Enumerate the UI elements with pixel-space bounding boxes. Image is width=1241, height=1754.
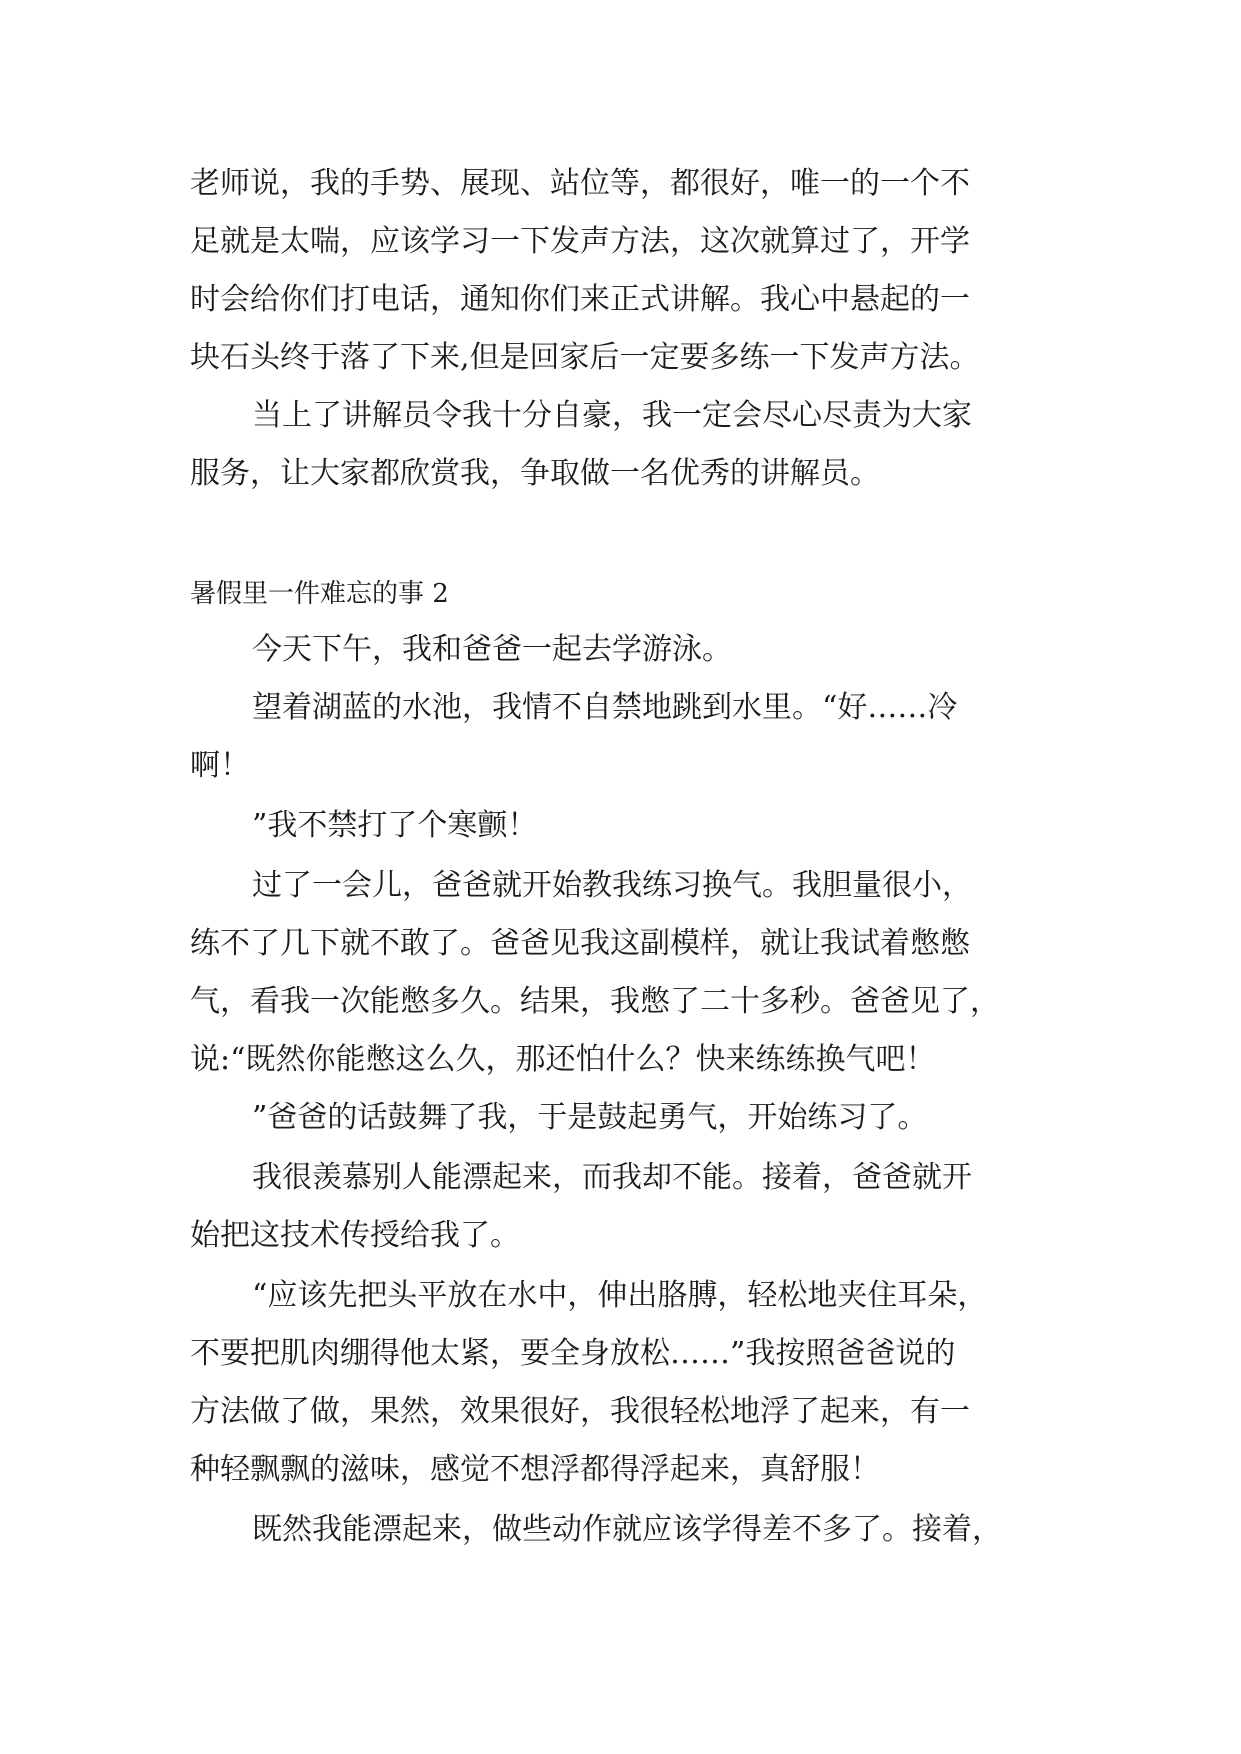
text-line: 始把这技术传授给我了。 [190, 1218, 520, 1253]
text-line: 既然我能漂起来，做些动作就应该学得差不多了。接着， [252, 1512, 1002, 1547]
text-line: 今天下午，我和爸爸一起去学游泳。 [252, 632, 732, 667]
text-line: 时会给你们打电话，通知你们来正式讲解。我心中悬起的一 [190, 282, 970, 317]
text-line: 块石头终于落了下来,但是回家后一定要多练一下发声方法。 [190, 340, 980, 375]
text-line: ”我不禁打了个寒颤！ [252, 808, 538, 843]
text-line: ”爸爸的话鼓舞了我，于是鼓起勇气，开始练习了。 [252, 1100, 928, 1135]
text-line: 足就是太喘，应该学习一下发声方法，这次就算过了，开学 [190, 224, 970, 259]
section-title: 暑假里一件难忘的事 2 [190, 579, 449, 609]
text-line: 种轻飘飘的滋味，感觉不想浮都得浮起来，真舒服！ [190, 1452, 880, 1487]
text-line: 我很羡慕别人能漂起来，而我却不能。接着，爸爸就开 [252, 1160, 972, 1195]
text-line: 练不了几下就不敢了。爸爸见我这副模样，就让我试着憋憋 [190, 926, 970, 961]
text-line: 过了一会儿，爸爸就开始教我练习换气。我胆量很小， [252, 868, 972, 903]
text-line: 服务，让大家都欣赏我，争取做一名优秀的讲解员。 [190, 456, 880, 491]
text-line: 气，看我一次能憋多久。结果，我憋了二十多秒。爸爸见了， [190, 984, 1000, 1019]
text-line: 望着湖蓝的水池，我情不自禁地跳到水里。“好……冷 [252, 690, 958, 725]
text-line: 啊！ [190, 748, 250, 783]
text-line: 不要把肌肉绷得他太紧，要全身放松……”我按照爸爸说的 [190, 1336, 956, 1371]
text-line: 老师说，我的手势、展现、站位等，都很好，唯一的一个不 [190, 166, 970, 201]
text-line: 方法做了做，果然，效果很好，我很轻松地浮了起来，有一 [190, 1394, 970, 1429]
text-line: 说:“既然你能憋这么久，那还怕什么？快来练练换气吧！ [190, 1042, 936, 1077]
text-line: 当上了讲解员令我十分自豪，我一定会尽心尽责为大家 [252, 398, 972, 433]
text-line: “应该先把头平放在水中，伸出胳膊，轻松地夹住耳朵， [252, 1278, 988, 1313]
